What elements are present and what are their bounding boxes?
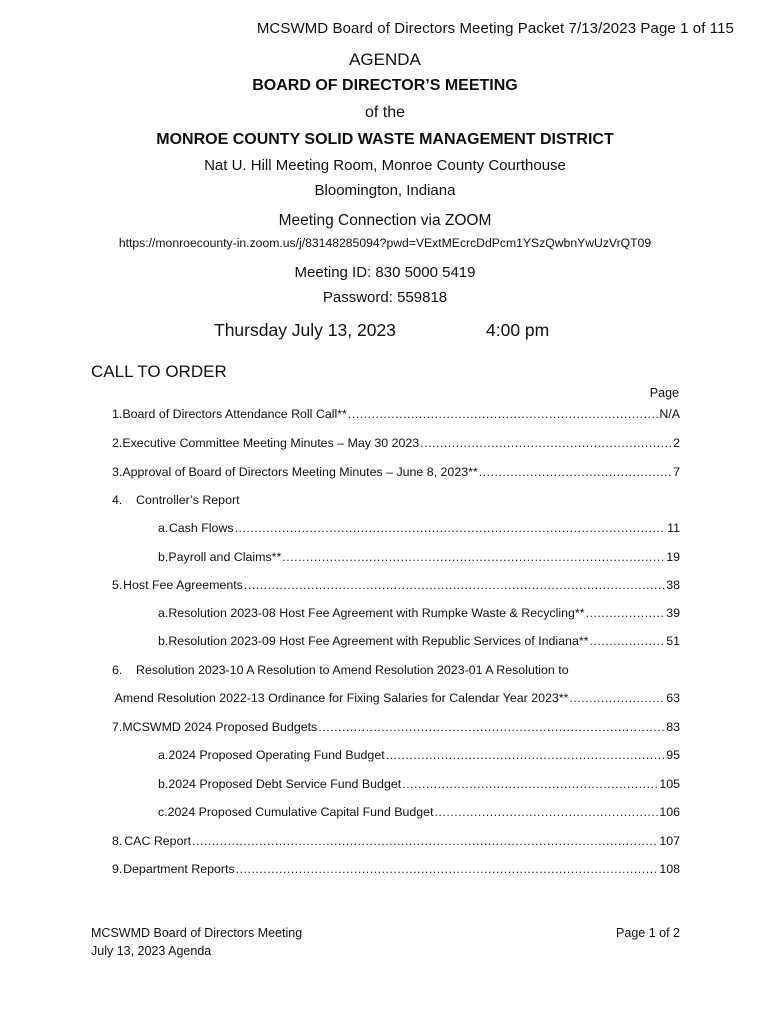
meeting-city: Bloomington, Indiana [314,182,456,199]
item-page: 39 [666,606,680,620]
item-text: Amend Resolution 2022-13 Ordinance for Fixing Salaries for Calendar Year 2023** [114,691,569,705]
dot-leader [402,775,658,793]
agenda-item [112,405,680,423]
dot-leader [435,803,659,821]
zoom-url-link[interactable]: https://monroecounty-in.zoom.us/j/83148285094?pwd=VExtMEcrcDdPcm1YSzQwbnYwUzVrQT09 [118,236,652,250]
meeting-id: Meeting ID: 830 5000 5419 [294,264,476,281]
item-text: Cash Flows [168,521,234,535]
meeting-location: Nat U. Hill Meeting Room, Monroe County Courthouse [204,157,566,174]
dot-leader [479,463,672,481]
item-text: Department Reports [123,862,235,876]
item-text: Resolution 2023-08 Host Fee Agreement with Rumpke Waste & Recycling** [168,606,585,620]
footer-agenda-date: July 13, 2023 Agenda [91,944,212,958]
agenda-item [112,491,680,509]
item-page: 38 [666,578,680,592]
item-page: 106 [659,805,680,819]
item-number: a. [158,521,169,535]
item-text: Board of Directors Attendance Roll Call** [122,407,347,421]
item-number: a. [158,606,169,620]
item-page: 107 [659,834,680,848]
item-text: 2024 Proposed Operating Fund Budget [168,748,385,762]
footer-page-number: Page 1 of 2 [616,926,680,940]
item-number: 8. [112,834,123,848]
dot-leader [386,746,666,764]
agenda-subitem [158,548,680,566]
meeting-date: Thursday July 13, 2023 [214,320,396,340]
agenda-item [112,718,680,736]
item-page: 95 [666,748,680,762]
item-page: 19 [666,550,680,564]
agenda-item-continuation [112,689,680,707]
item-page: 83 [666,720,680,734]
item-text: Executive Committee Meeting Minutes – May 30 2023 [122,436,420,450]
dot-leader [318,718,665,736]
item-number: a. [158,748,169,762]
agenda-subitem [158,775,680,793]
agenda-item [112,661,680,679]
item-text: 2024 Proposed Debt Service Fund Budget [168,777,402,791]
item-text: Resolution 2023-10 A Resolution to Amend Resolution 2023-01 A Resolution to [136,663,569,677]
dot-leader [590,632,666,650]
agenda-title: AGENDA [349,50,421,69]
dot-leader [236,860,659,878]
dot-leader [244,576,665,594]
meeting-time: 4:00 pm [486,320,550,340]
agenda-item [112,463,680,481]
agenda-subitem [158,632,680,650]
agenda-subitem [158,604,680,622]
footer-meeting-name: MCSWMD Board of Directors Meeting [91,926,303,940]
item-number: 6. [112,663,123,677]
meeting-title: BOARD OF DIRECTOR’S MEETING [252,77,518,94]
footer-left [91,924,302,960]
item-page: 7 [673,465,680,479]
dot-leader [282,548,665,566]
of-the-line: of the [364,104,406,121]
item-page: 108 [659,862,680,876]
item-page: 51 [666,634,680,648]
meeting-password: Password: 559818 [322,289,448,306]
item-page: 63 [666,691,680,705]
section-title: CALL TO ORDER [91,362,227,381]
item-text: Host Fee Agreements [123,578,243,592]
agenda-item [112,832,680,850]
agenda-subitem [158,519,680,537]
item-text: Payroll and Claims** [168,550,282,564]
zoom-connection-label: Meeting Connection via ZOOM [278,212,492,229]
agenda-item [112,860,680,878]
agenda-item [112,576,680,594]
item-page: 11 [667,521,680,535]
item-number: 1. [112,407,123,421]
district-name: MONROE COUNTY SOLID WASTE MANAGEMENT DISTRICT [156,131,614,148]
dot-leader [235,519,667,537]
item-text: CAC Report [124,834,192,848]
item-page: 2 [673,436,680,450]
item-number: 4. [112,493,123,507]
item-number: c. [158,805,168,819]
item-number: 2. [112,436,123,450]
item-text: Approval of Board of Directors Meeting Minutes – June 8, 2023** [122,465,478,479]
item-text: Resolution 2023-09 Host Fee Agreement with Republic Services of Indiana** [168,634,589,648]
dot-leader [420,434,672,452]
item-number: 3. [112,465,123,479]
item-page: 105 [659,777,680,791]
item-number: 5. [112,578,123,592]
packet-page-header: MCSWMD Board of Directors Meeting Packet 7/13/2023 Page 1 of 115 [256,20,734,37]
dot-leader [569,689,665,707]
item-number: b. [158,550,169,564]
dot-leader [192,832,658,850]
agenda-item [112,434,680,452]
item-text: MCSWMD 2024 Proposed Budgets [122,720,318,734]
item-page: N/A [659,407,680,421]
item-number: 7. [112,720,123,734]
dot-leader [586,604,666,622]
item-text: Controller’s Report [136,493,240,507]
item-text: 2024 Proposed Cumulative Capital Fund Budget [167,805,434,819]
agenda-subitem [158,803,680,821]
item-number: b. [158,634,169,648]
item-number: b. [158,777,169,791]
dot-leader [348,405,658,423]
agenda-subitem [158,746,680,764]
page-column-label: Page [649,386,679,400]
item-number: 9. [112,862,123,876]
